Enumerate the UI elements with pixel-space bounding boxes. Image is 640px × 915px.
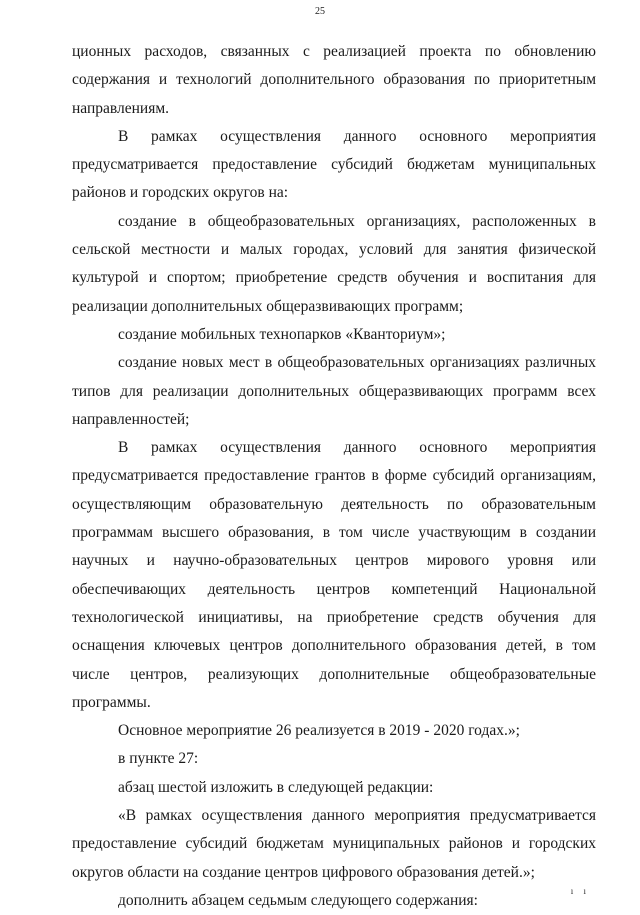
paragraph: В рамках осуществления данного основного мероприятия предусматривается предоставление субсидий бюджетам муниципальных районов и городских округов на: [72, 127, 596, 202]
paragraph: ционных расходов, связанных с реализацией проекта по обновлению содержания и технологий дополнительного образования по приоритетным направлениям. [72, 43, 596, 117]
page-number: 25 [315, 6, 325, 17]
paragraph: дополнить абзацем седьмым следующего содержания: [118, 891, 478, 909]
paragraph: в пункте 27: [118, 750, 199, 768]
paragraph: создание новых мест в общеобразовательных организациях различных типов для реализации дополнительных общеразвивающих программ всех направленностей; [72, 354, 596, 428]
footer-mark: ı ı [570, 886, 590, 896]
paragraph: создание в общеобразовательных организациях, расположенных в сельской местности и малых городах, условий для занятия физической культурой и спортом; приобретение средств обучения и воспитания для реализации дополнительных общеразвивающих программ; [72, 212, 596, 315]
paragraph: создание мобильных технопарков «Кванториум»; [118, 325, 446, 343]
paragraph: В рамках осуществления данного основного мероприятия предусматривается предоставление грантов в форме субсидий организациям, осуществляющим образовательную деятельность по образовательным программам высшего образования, в том числе участвующим в создании научных и научно-образовательных центров мирового уровня или обеспечивающих деятельность центров компетенций Национальной технологической инициативы, на приобретение средств обучения для оснащения ключевых центров дополнительного образования детей, в том числе центров, реализующих дополнительные общеобразовательные программы. [72, 439, 596, 711]
paragraph: абзац шестой изложить в следующей редакции: [118, 778, 434, 796]
document-body [72, 38, 596, 915]
paragraph: Основное мероприятие 26 реализуется в 2019 - 2020 годах.»; [118, 722, 520, 740]
paragraph: «В рамках осуществления данного мероприятия предусматривается предоставление субсидий бюджетам муниципальных районов и городских округов области на создание центров цифрового образования детей.»; [72, 807, 596, 881]
